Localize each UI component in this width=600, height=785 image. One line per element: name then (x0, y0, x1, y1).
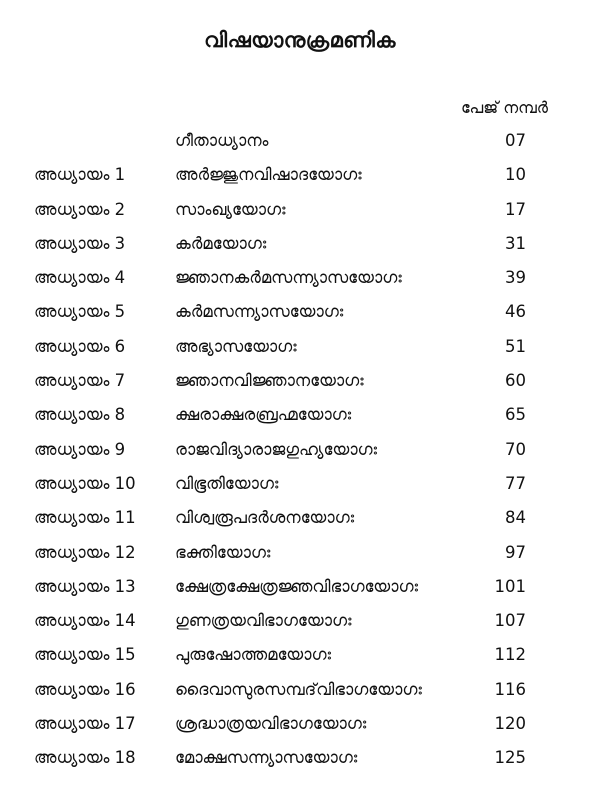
page-number: 112 (494, 645, 526, 665)
page-number: 07 (505, 131, 526, 150)
page-number: 70 (505, 439, 526, 459)
toc-row (0, 709, 600, 743)
chapter-title: ക്ഷരാക്ഷരബ്രഹ്മയോഗഃ (175, 405, 352, 425)
chapter-label: അധ്യായം 12 (34, 542, 136, 562)
page-number: 10 (505, 165, 526, 185)
toc-row (0, 538, 600, 572)
toc-row (0, 297, 600, 331)
page-number: 125 (494, 748, 526, 768)
chapter-title: രാജവിദ്യാരാജഗുഹ്യയോഗഃ (175, 439, 378, 459)
chapter-label: അധ്യായം 8 (34, 405, 126, 425)
page-title: വിഷയാനുക്രമണിക (204, 28, 396, 52)
toc-row (0, 400, 600, 434)
chapter-label: അധ്യായം 16 (34, 679, 136, 699)
chapter-label: അധ്യായം 18 (34, 748, 136, 768)
toc-row (0, 469, 600, 503)
toc-row (0, 503, 600, 537)
toc-row (0, 743, 600, 777)
toc-row (0, 126, 600, 160)
chapter-title: ജ്ഞാനവിജ്ഞാനയോഗഃ (175, 371, 364, 391)
chapter-title: സാംഖ്യയോഗഃ (175, 199, 286, 219)
toc-row (0, 606, 600, 640)
chapter-label: അധ്യായം 6 (34, 336, 126, 356)
page-number-column-header: പേജ് നമ്പർ (461, 98, 548, 117)
chapter-label: അധ്യായം 3 (34, 233, 126, 253)
chapter-label: അധ്യായം 5 (34, 302, 126, 322)
chapter-label: അധ്യായം 14 (34, 611, 136, 631)
page-number: 65 (505, 405, 526, 425)
chapter-label: അധ്യായം 11 (34, 508, 136, 528)
page-number: 39 (505, 268, 526, 288)
page-number: 116 (494, 679, 526, 699)
chapter-title: വിശ്വരൂപദർശനയോഗഃ (175, 508, 355, 528)
chapter-label: അധ്യായം 9 (34, 439, 126, 459)
page-number: 46 (505, 302, 526, 322)
page-number: 31 (505, 233, 526, 253)
chapter-label: അധ്യായം 1 (34, 165, 126, 185)
chapter-label: അധ്യായം 15 (34, 645, 136, 665)
chapter-title: ക്ഷേത്രക്ഷേത്രജ്ഞവിഭാഗയോഗഃ (175, 576, 419, 596)
page-number: 120 (494, 714, 526, 734)
page-number: 17 (505, 199, 526, 219)
chapter-label: അധ്യായം 2 (34, 199, 126, 219)
table-of-contents (0, 126, 600, 778)
toc-row (0, 366, 600, 400)
chapter-label: അധ്യായം 13 (34, 576, 136, 596)
toc-row (0, 160, 600, 194)
chapter-title: ദൈവാസുരസമ്പദ്‌വിഭാഗയോഗഃ (175, 679, 422, 699)
page-number: 84 (505, 508, 526, 528)
toc-row (0, 675, 600, 709)
chapter-label: അധ്യായം 4 (34, 268, 126, 288)
chapter-title: ജ്ഞാനകർമസന്ന്യാസയോഗഃ (175, 268, 402, 288)
chapter-title: കർമയോഗഃ (175, 233, 267, 253)
chapter-title: ശ്രദ്ധാത്രയവിഭാഗയോഗഃ (175, 714, 367, 734)
chapter-title: വിഭൂതിയോഗഃ (175, 473, 279, 493)
chapter-title: അർജ്ജുനവിഷാദയോഗഃ (175, 165, 362, 185)
chapter-title: കർമസന്ന്യാസയോഗഃ (175, 302, 344, 322)
page-number: 97 (505, 542, 526, 562)
toc-row (0, 435, 600, 469)
page-number: 107 (494, 611, 526, 631)
toc-row (0, 332, 600, 366)
page-number: 101 (494, 576, 526, 596)
chapter-title: മോക്ഷസന്ന്യാസയോഗഃ (175, 748, 358, 768)
chapter-title: ഭക്തിയോഗഃ (175, 542, 271, 562)
chapter-title: ഗുണത്രയവിഭാഗയോഗഃ (175, 611, 352, 631)
page-number: 51 (505, 336, 526, 356)
toc-row (0, 195, 600, 229)
chapter-title: ഗീതാധ്യാനം (175, 131, 269, 150)
chapter-title: പുരുഷോത്തമയോഗഃ (175, 645, 332, 665)
toc-row (0, 640, 600, 674)
page-number: 60 (505, 371, 526, 391)
chapter-label: അധ്യായം 7 (34, 371, 126, 391)
page-number: 77 (505, 473, 526, 493)
chapter-label: അധ്യായം 17 (34, 714, 136, 734)
chapter-label: അധ്യായം 10 (34, 473, 136, 493)
toc-row (0, 263, 600, 297)
chapter-title: അഭ്യാസയോഗഃ (175, 336, 297, 356)
toc-row (0, 229, 600, 263)
toc-row (0, 572, 600, 606)
